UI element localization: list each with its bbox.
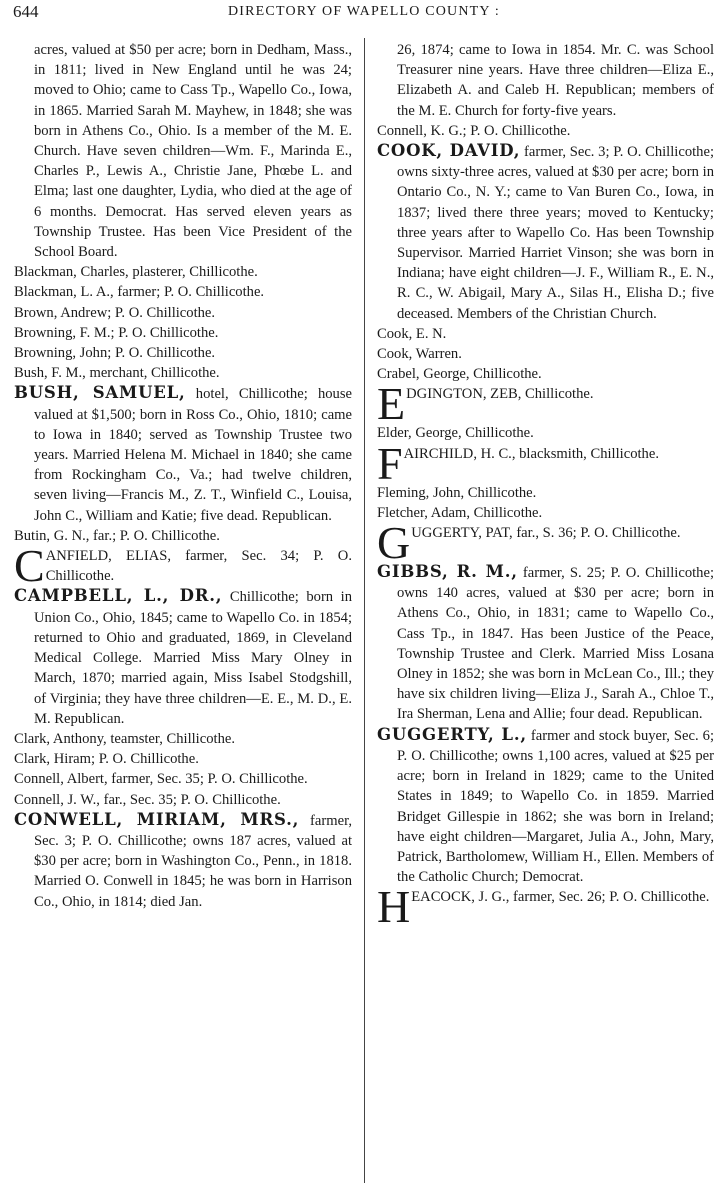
- column-divider: [364, 38, 365, 1183]
- entry-text: farmer, Sec. 3; P. O. Chillicothe; owns 187 acres, valued at $30 per acre; born in Washington Co., Penn., in 1818. Married O. Conwell in 1845; he was born in Harrison Co., Ohio, in 1814; died Jan.: [34, 812, 352, 910]
- entry-cook-david: [377, 141, 714, 324]
- right-column: [377, 40, 714, 926]
- left-column: [14, 40, 352, 912]
- drop-cap: H: [377, 887, 411, 927]
- entry-text: hotel, Chillicothe; house valued at $1,500; born in Ross Co., Ohio, 1810; came to Iowa in 1840; served as Township Trustee two years. Married Helena M. Michael in 1840; she came from Rockingham Co., Va.; had twelve children, seven living—Francis M., Z. T., Winfield C., Louisa, John C., William and Katie; five dead. Republican.: [34, 386, 352, 524]
- entry-fairchild: [377, 444, 714, 483]
- entry-browning-fm: Browning, F. M.; P. O. Chillicothe.: [14, 324, 219, 341]
- entry-bush-samuel: [14, 383, 352, 525]
- entry-bush-fm: Bush, F. M., merchant, Chillicothe.: [14, 365, 220, 382]
- page-number: 644: [13, 2, 39, 21]
- drop-cap: G: [377, 523, 411, 563]
- entry-text: farmer, Sec. 3; P. O. Chillicothe; owns sixty-three acres, valued at $30 per acre; born in Ontario Co., N. Y.; came to Van Buren Co., Iowa, in 1837; lived there three years; moved to Kentucky; three years after to Wapello Co. Has been Township Supervisor. Married Harriet Vinson; she was born in Indiana; have eight children—J. F., William R., E. N., R. C., W. Abigail, Mary A., Silas H., Elisha D.; five deceased. Members of the Christian Church.: [397, 144, 714, 322]
- entry-fleming: Fleming, John, Chillicothe.: [377, 484, 537, 501]
- entry-connell-albert: Connell, Albert, farmer, Sec. 35; P. O. Chillicothe.: [14, 771, 308, 788]
- entry-name: GIBBS, R. M.,: [377, 562, 518, 582]
- entry-connell-jw: Connell, J. W., far., Sec. 35; P. O. Chillicothe.: [14, 791, 281, 808]
- entry-text: farmer, S. 25; P. O. Chillicothe; owns 140 acres, valued at $30 per acre; born in Athens Co., Ohio, in 1831; came to Wapello Co., Cass Tp., in 1847. Has been Justice of the Peace, Township Trustee and Clerk. Married Miss Losana Olney in 1852; she was born in McLean Co., Ill.; they have six children living—Eliza J., Sarah A., Chloe T., Ira Sherman, Lena and Allie; four dead. Republican.: [397, 565, 714, 723]
- entry-name: CONWELL, MIRIAM, MRS.,: [14, 809, 300, 829]
- entry-text: EACOCK, J. G., farmer, Sec. 26; P. O. Chillicothe.: [411, 889, 710, 906]
- entry-clark-anthony: Clark, Anthony, teamster, Chillicothe.: [14, 730, 235, 747]
- entry-guggerty-pat: [377, 523, 714, 562]
- entry-conwell: [14, 810, 352, 912]
- drop-cap: F: [377, 443, 403, 483]
- entry-text: AIRCHILD, H. C., blacksmith, Chillicothe.: [403, 445, 659, 462]
- entry-blackman-la: Blackman, L. A., farmer; P. O. Chillicothe.: [14, 284, 265, 301]
- drop-cap: E: [377, 384, 406, 424]
- entry-connell-kg: Connell, K. G.; P. O. Chillicothe.: [377, 122, 571, 139]
- drop-cap: C: [14, 546, 45, 587]
- entry-browning-john: Browning, John; P. O. Chillicothe.: [14, 345, 216, 362]
- entry-guggerty-l: [377, 725, 714, 888]
- entry-fletcher: Fletcher, Adam, Chillicothe.: [377, 504, 543, 521]
- entry-clark-hiram: Clark, Hiram; P. O. Chillicothe.: [14, 751, 199, 768]
- running-title: DIRECTORY OF WAPELLO COUNTY :: [227, 4, 501, 19]
- entry-crabel: Crabel, George, Chillicothe.: [377, 366, 542, 383]
- entry-name: CAMPBELL, L., DR.,: [14, 586, 223, 606]
- entry-continuation: 26, 1874; came to Iowa in 1854. Mr. C. was School Treasurer nine years. Have three children—Eliza E., Elizabeth A. and Caleb H. Republican; members of the M. E. Church for forty-five years.: [397, 42, 714, 119]
- entry-continuation: acres, valued at $50 per acre; born in Dedham, Mass., in 1811; lived in New England until he was 24; moved to Ohio; came to Cass Tp., Wapello Co., Iowa, in 1865. Married Sarah M. Mayhew, in 1848; she was born in Athens Co., Ohio. Is a member of the M. E. Church. Have seven children—Wm. F., Marinda E., Charles P., Lewis A., Christie Jane, Phœbe L. and Elma; last one daughter, Lydia, who died at the age of 6 months. Democrat. Has served eleven years as Township Trustee. Has been Vice President of the School Board.: [34, 42, 352, 261]
- entry-blackman-charles: Blackman, Charles, plasterer, Chillicothe.: [14, 264, 258, 281]
- entry-heacock: [377, 887, 714, 926]
- entry-text: UGGERTY, PAT, far., S. 36; P. O. Chillicothe.: [411, 525, 681, 542]
- entry-butin: Butin, G. N., far.; P. O. Chillicothe.: [14, 527, 220, 544]
- entry-brown-andrew: Brown, Andrew; P. O. Chillicothe.: [14, 304, 216, 321]
- entry-text: ANFIELD, ELIAS, farmer, Sec. 34; P. O. Chillicothe.: [45, 548, 352, 585]
- entry-name: GUGGERTY, L.,: [377, 724, 527, 744]
- entry-campbell: [14, 586, 352, 728]
- entry-cook-warren: Cook, Warren.: [377, 346, 462, 363]
- page-header: [10, 2, 718, 26]
- entry-name: BUSH, SAMUEL,: [14, 383, 186, 403]
- entry-elder: Elder, George, Chillicothe.: [377, 425, 534, 442]
- entry-cook-en: Cook, E. N.: [377, 325, 447, 342]
- entry-canfield: [14, 546, 352, 586]
- entry-text: DGINGTON, ZEB, Chillicothe.: [406, 386, 594, 403]
- entry-name: COOK, DAVID,: [377, 141, 521, 161]
- entry-text: farmer and stock buyer, Sec. 6; P. O. Chillicothe; owns 1,100 acres, valued at $25 per acre; born in Ireland in 1829; came to the United States in 1849; to Wapello Co. in 1859. Married Bridget Gillespie in 1862; she was born in Ireland; have eight children—Margaret, Julia A., John, Mary, Patrick, Bartholomew, William H., Ellen. Members of the Catholic Church; Democrat.: [397, 727, 714, 886]
- entry-text: Chillicothe; born in Union Co., Ohio, 1845; came to Wapello Co. in 1854; returned to Ohio and graduated, 1869, in Cleveland Medical College. Married Miss Mary Olney in March, 1870; married again, Miss Isabel Stodgshill, of Virginia; they have three children—E. E., M. D., E. M. Republican.: [34, 589, 352, 727]
- entry-gibbs: [377, 562, 714, 725]
- entry-edgington: [377, 384, 714, 423]
